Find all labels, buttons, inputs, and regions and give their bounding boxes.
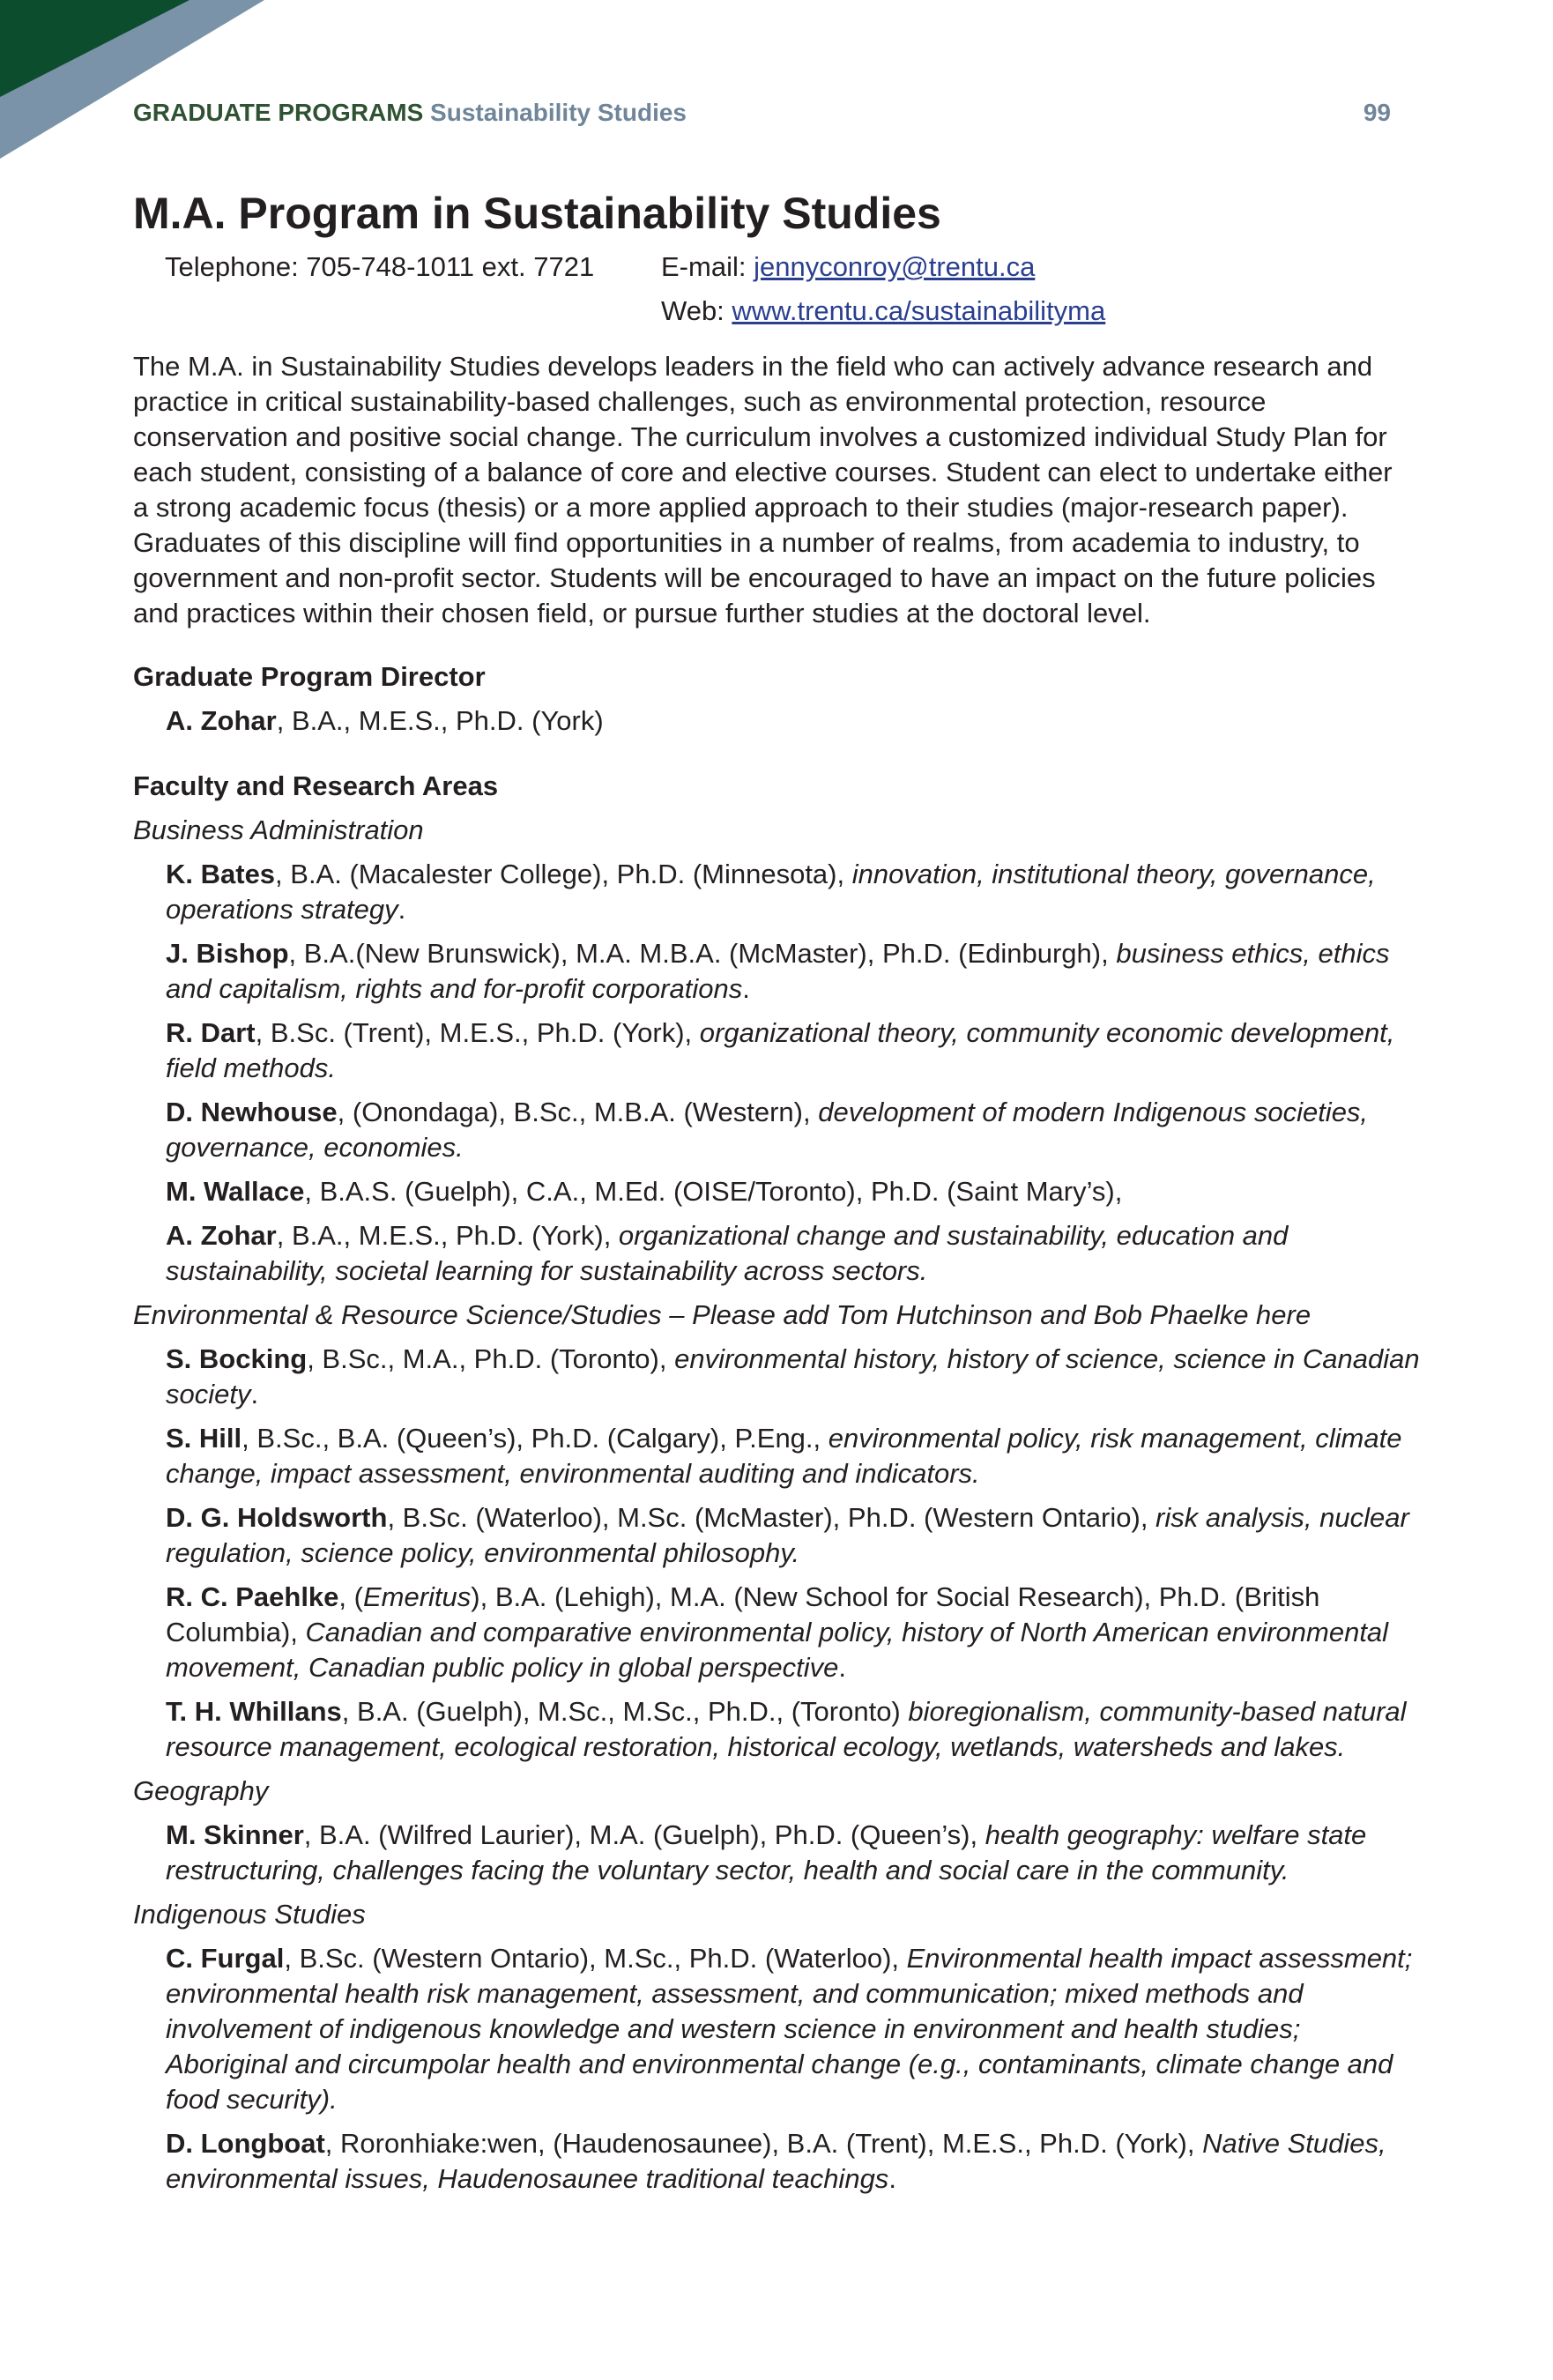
faculty-research-areas: organizational change and sustainability, education and sustainability, societal learning for sustainability across sectors. (166, 1220, 1289, 1286)
faculty-tail: . (250, 1379, 259, 1409)
faculty-name: K. Bates (166, 859, 276, 889)
faculty-name: D. Newhouse (166, 1097, 338, 1127)
director-credentials: , B.A., M.E.S., Ph.D. (York) (276, 705, 604, 736)
faculty-research-areas: Native Studies, environmental issues, Haudenosaunee traditional teachings (166, 2128, 1386, 2194)
faculty-name: D. G. Holdsworth (166, 1502, 388, 1533)
faculty-name: S. Bocking (166, 1343, 308, 1374)
faculty-entry (166, 1580, 1420, 1685)
faculty-entry (166, 936, 1420, 1007)
faculty-tail: . (888, 2163, 896, 2194)
intro-paragraph: The M.A. in Sustainability Studies develops leaders in the field who can actively advance research and practice in critical sustainability-based challenges, such as environmental protection, resource conservation and positive social change. The curriculum involves a customized individual Study Plan for each student, consisting of a balance of core and elective courses. Student can elect to undertake either a strong academic focus (thesis) or a more applied approach to their studies (major-research paper). Graduates of this discipline will find opportunities in a number of realms, from academia to industry, to government and non-profit sector. Students will be encouraged to have an impact on the future policies and practices within their chosen field, or pursue further studies at the doctoral level. (133, 351, 1393, 628)
faculty-name: R. Dart (166, 1017, 256, 1048)
faculty-credentials: , B.A.(New Brunswick), M.A. M.B.A. (McMaster), Ph.D. (Edinburgh), (288, 938, 1117, 969)
email-link[interactable]: jennyconroy@trentu.ca (754, 251, 1036, 282)
faculty-entry (166, 1174, 1420, 1209)
faculty-research-areas: development of modern Indigenous societies, governance, economies. (166, 1097, 1369, 1163)
director-name: A. Zohar (166, 705, 277, 736)
faculty-research-areas: health geography: welfare state restructuring, challenges facing the voluntary sector, health and social care in the community. (166, 1819, 1367, 1885)
director-heading: Graduate Program Director (133, 661, 486, 692)
faculty-entry (166, 857, 1420, 927)
faculty-research-areas: environmental policy, risk management, climate change, impact assessment, environmental auditing and indicators. (166, 1423, 1402, 1489)
running-header (133, 99, 1391, 127)
faculty-credentials: , B.A.S. (Guelph), C.A., M.Ed. (OISE/Toronto), Ph.D. (Saint Mary’s), (304, 1176, 1123, 1207)
page-content (133, 187, 1420, 2197)
faculty-research-areas: organizational theory, community economic development, field methods. (166, 1017, 1395, 1083)
department-heading: Geography (133, 1775, 269, 1806)
director-entry (166, 703, 1420, 739)
contact-block (133, 245, 1420, 342)
faculty-tail: . (838, 1652, 846, 1683)
faculty-tail: . (398, 894, 406, 925)
faculty-credentials: , B.A. (Macalester College), Ph.D. (Minnesota), (275, 859, 852, 889)
faculty-credentials: , B.Sc. (Western Ontario), M.Sc., Ph.D. (Waterloo), (284, 1943, 907, 1974)
faculty-research-areas: Environmental health impact assessment; environmental health risk management, assessment, and communication; mixed methods and involvement of indigenous knowledge and western science in environment and health studies; Aboriginal and circumpolar health and environmental change (e.g., contaminants, climate change and food security). (166, 1943, 1413, 2115)
web-line (661, 289, 1105, 333)
faculty-credentials: , B.Sc., M.A., Ph.D. (Toronto), (307, 1343, 675, 1374)
faculty-research-areas: innovation, institutional theory, governance, operations strategy (166, 859, 1376, 925)
faculty-name: M. Wallace (166, 1176, 305, 1207)
faculty-research-areas: bioregionalism, community-based natural resource management, ecological restoration, historical ecology, wetlands, watersheds and lakes. (166, 1696, 1407, 1762)
faculty-entry (166, 1095, 1420, 1165)
web-label: Web: (661, 295, 732, 326)
faculty-credentials: ), B.A. (Lehigh), M.A. (New School for Social Research), Ph.D. (British Columbia), (166, 1581, 1320, 1647)
page-number: 99 (1363, 99, 1391, 126)
faculty-credentials: , Roronhiake:wen, (Haudenosaunee), B.A. (Trent), M.E.S., Ph.D. (York), (324, 2128, 1203, 2159)
faculty-credentials: , B.A. (Guelph), M.Sc., M.Sc., Ph.D., (Toronto) (341, 1696, 909, 1727)
faculty-emeritus: Emeritus (362, 1581, 472, 1612)
faculty-name: R. C. Paehlke (166, 1581, 339, 1612)
faculty-entry (166, 1941, 1420, 2117)
department-heading: Indigenous Studies (133, 1899, 366, 1930)
faculty-list (133, 813, 1420, 2197)
faculty-credentials: , (Onondaga), B.Sc., M.B.A. (Western), (337, 1097, 819, 1127)
web-link[interactable]: www.trentu.ca/sustainabilityma (732, 295, 1106, 326)
email-line (661, 245, 1035, 289)
faculty-heading: Faculty and Research Areas (133, 770, 499, 801)
faculty-credentials: , B.Sc. (Waterloo), M.Sc. (McMaster), Ph.D. (Western Ontario), (387, 1502, 1156, 1533)
faculty-entry (166, 1342, 1420, 1412)
faculty-research-areas: Canadian and comparative environmental policy, history of North American environmental movement, Canadian public policy in global perspective (166, 1617, 1389, 1683)
faculty-credentials: , B.Sc., B.A. (Queen’s), Ph.D. (Calgary), P.Eng., (241, 1423, 829, 1454)
faculty-name: D. Longboat (166, 2128, 325, 2159)
telephone: Telephone: 705-748-1011 ext. 7721 (165, 251, 595, 282)
faculty-name: A. Zohar (166, 1220, 277, 1251)
faculty-tail: . (742, 973, 750, 1004)
faculty-entry (166, 1818, 1420, 1888)
faculty-research-areas: business ethics, ethics and capitalism, rights and for-profit corporations (166, 938, 1390, 1004)
faculty-entry (166, 1421, 1420, 1491)
faculty-credentials: , ( (338, 1581, 363, 1612)
header-subtitle: Sustainability Studies (430, 99, 687, 126)
department-heading: Business Administration (133, 814, 424, 845)
page-title: M.A. Program in Sustainability Studies (133, 189, 941, 238)
corner-decoration (0, 0, 264, 176)
faculty-credentials: , B.Sc. (Trent), M.E.S., Ph.D. (York), (255, 1017, 700, 1048)
faculty-entry (166, 1694, 1420, 1765)
header-program: GRADUATE PROGRAMS (133, 99, 424, 126)
faculty-entry (166, 2126, 1420, 2197)
faculty-research-areas: risk analysis, nuclear regulation, science policy, environmental philosophy. (166, 1502, 1409, 1568)
faculty-entry (166, 1015, 1420, 1086)
email-label: E-mail: (661, 251, 754, 282)
faculty-name: T. H. Whillans (166, 1696, 342, 1727)
running-title (133, 99, 687, 127)
faculty-entry (166, 1500, 1420, 1571)
faculty-name: J. Bishop (166, 938, 289, 969)
faculty-credentials: , B.A., M.E.S., Ph.D. (York), (276, 1220, 619, 1251)
faculty-name: C. Furgal (166, 1943, 285, 1974)
faculty-entry (166, 1218, 1420, 1289)
faculty-credentials: , B.A. (Wilfred Laurier), M.A. (Guelph), Ph.D. (Queen’s), (303, 1819, 985, 1850)
faculty-research-areas: environmental history, history of science, science in Canadian society (166, 1343, 1420, 1409)
department-heading: Environmental & Resource Science/Studies – Please add Tom Hutchinson and Bob Phaelke here (133, 1299, 1312, 1330)
faculty-name: S. Hill (166, 1423, 242, 1454)
faculty-name: M. Skinner (166, 1819, 304, 1850)
